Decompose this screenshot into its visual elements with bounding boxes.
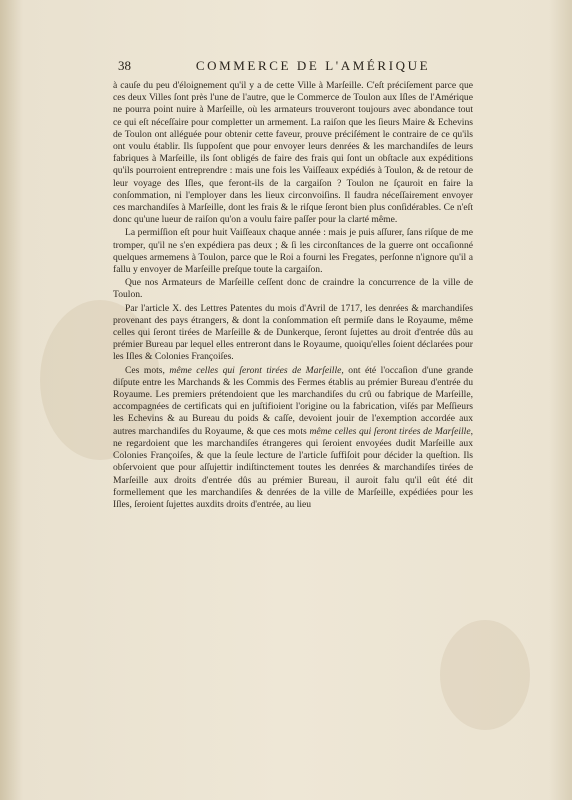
running-head: COMMERCE DE L'AMÉRIQUE [195,58,431,73]
body-text [113,80,473,512]
paragraph-text: La permiſſion eſt pour huit Vaiſſeaux chaque année : mais je puis aſſurer, ſans riſque de me tromper, qu'il ne s'en expédiera pas deux ; & ſi les circonſtances de la guerre ont occaſionné quelques armemens à Toulon, parce que le Roi a fourni les Fregates, perſonne n'ignore qu'il a fallu y envoyer de Marſeille preſque toute la cargaiſon. [113,227,473,276]
paragraph-text: Que nos Armateurs de Marſeille ceſſent donc de craindre la concurrence de la ville de Toulon. [113,277,473,301]
page-number: 38 [118,58,131,73]
page-header [118,58,478,78]
paragraph [113,80,473,226]
italic-quote: même celles qui ſeront tirées de Marſeille [309,425,471,437]
paragraph [113,303,473,364]
paragraph-text: à cauſe du peu d'éloignement qu'il y a de cette Ville à Marſeille. C'eſt préciſement parce que ces deux Villes ſont près l'une de l'autre, que le Commerce de Toulon aux Iſles de l'Amérique ne pourra point nuire à Marſeille, où les armateurs trouveront toujours avec abondance tout ce qui eſt néceſſaire pour completter un armement. La raiſon que les ſieurs Maire & Echevins de Toulon ont alléguée pour obtenir cette faveur, prouve préciſément le contraire de ce qu'ils ont voulu établir. Ils ſuppoſent que pour envoyer leurs denrées & les marchandiſes de leurs fabriques à Marſeille, ils ſont obligés de faire des frais qui ſont un obſtacle aux expéditions qu'ils pourroient entreprendre : mais une fois les Vaiſſeaux expédiés à Toulon, & de retour de leur voyage des Iſles, que feront-ils de la cargaiſon ? Toulon ne ſçauroit en faire la conſommation, ni l'employer dans les lieux circonvoiſins. Il faudra néceſſairement envoyer ces marchandiſes à Marſeille, dont les frais & le riſque ſeront bien plus conſidérables. Ce n'eſt donc qu'une lueur de raiſon qu'on a voulu faire paſſer pour la clarté même. [113,80,473,226]
paragraph [113,277,473,301]
paragraph-text: Ces mots, [125,364,170,376]
paragraph [113,227,473,276]
paragraph-text: , ont été l'occaſion d'une grande diſpute entre les Marchands & les Commis des Fermes établis au prémier Bureau d'entrée du Royaume. Les premiers prétendoient que les marchandiſes du crû ou fabrique de Marſeille, accompagnées de certificats qui en juſtifioient l'origine ou la fabrication, viſés par Meſſieurs les Echevins & au Bureau du poids & caſſe, devoient jouir de l'exemption accordée aux autres marchandiſes du Royaume, & que ces mots [113,364,473,437]
paragraph-text: , ne regardoient que les marchandiſes étrangeres qui ſeroient envoyées dudit Marſeille aux Colonies Françoiſes, & que la ſeule lecture de l'article ſuffiſoit pour décider la queſtion. Ils obſervoient que pour aſſujettir indiſtinctement toutes les denrées & marchandiſes tirées de Marſeille aux droits d'entrée dûs au prémier Bureau, il auroit falu qu'il eût été dit formellement que les marchandiſes & denrées de la ville de Marſeille, expédiées pour les Iſles, ſeroient ſujettes auxdits droits d'entrée, au lieu [113,425,473,510]
paragraph [113,365,473,511]
paper-stain [440,620,530,730]
italic-quote: même celles qui ſeront tirées de Marſeille [169,364,342,376]
paragraph-text: Par l'article X. des Lettres Patentes du mois d'Avril de 1717, les denrées & marchandiſes provenant des pays étrangers, & dont la conſommation eſt permiſe dans le Royaume, même celles qui ſeront tirées de Marſeille & de Dunkerque, ſeront ſujettes au droit d'entrée dûs au prémier Bureau par lequel elles entreront dans le Royaume, quoiqu'elles ſoient déclarées pour les Iſles & Colonies Françoiſes. [113,302,473,363]
